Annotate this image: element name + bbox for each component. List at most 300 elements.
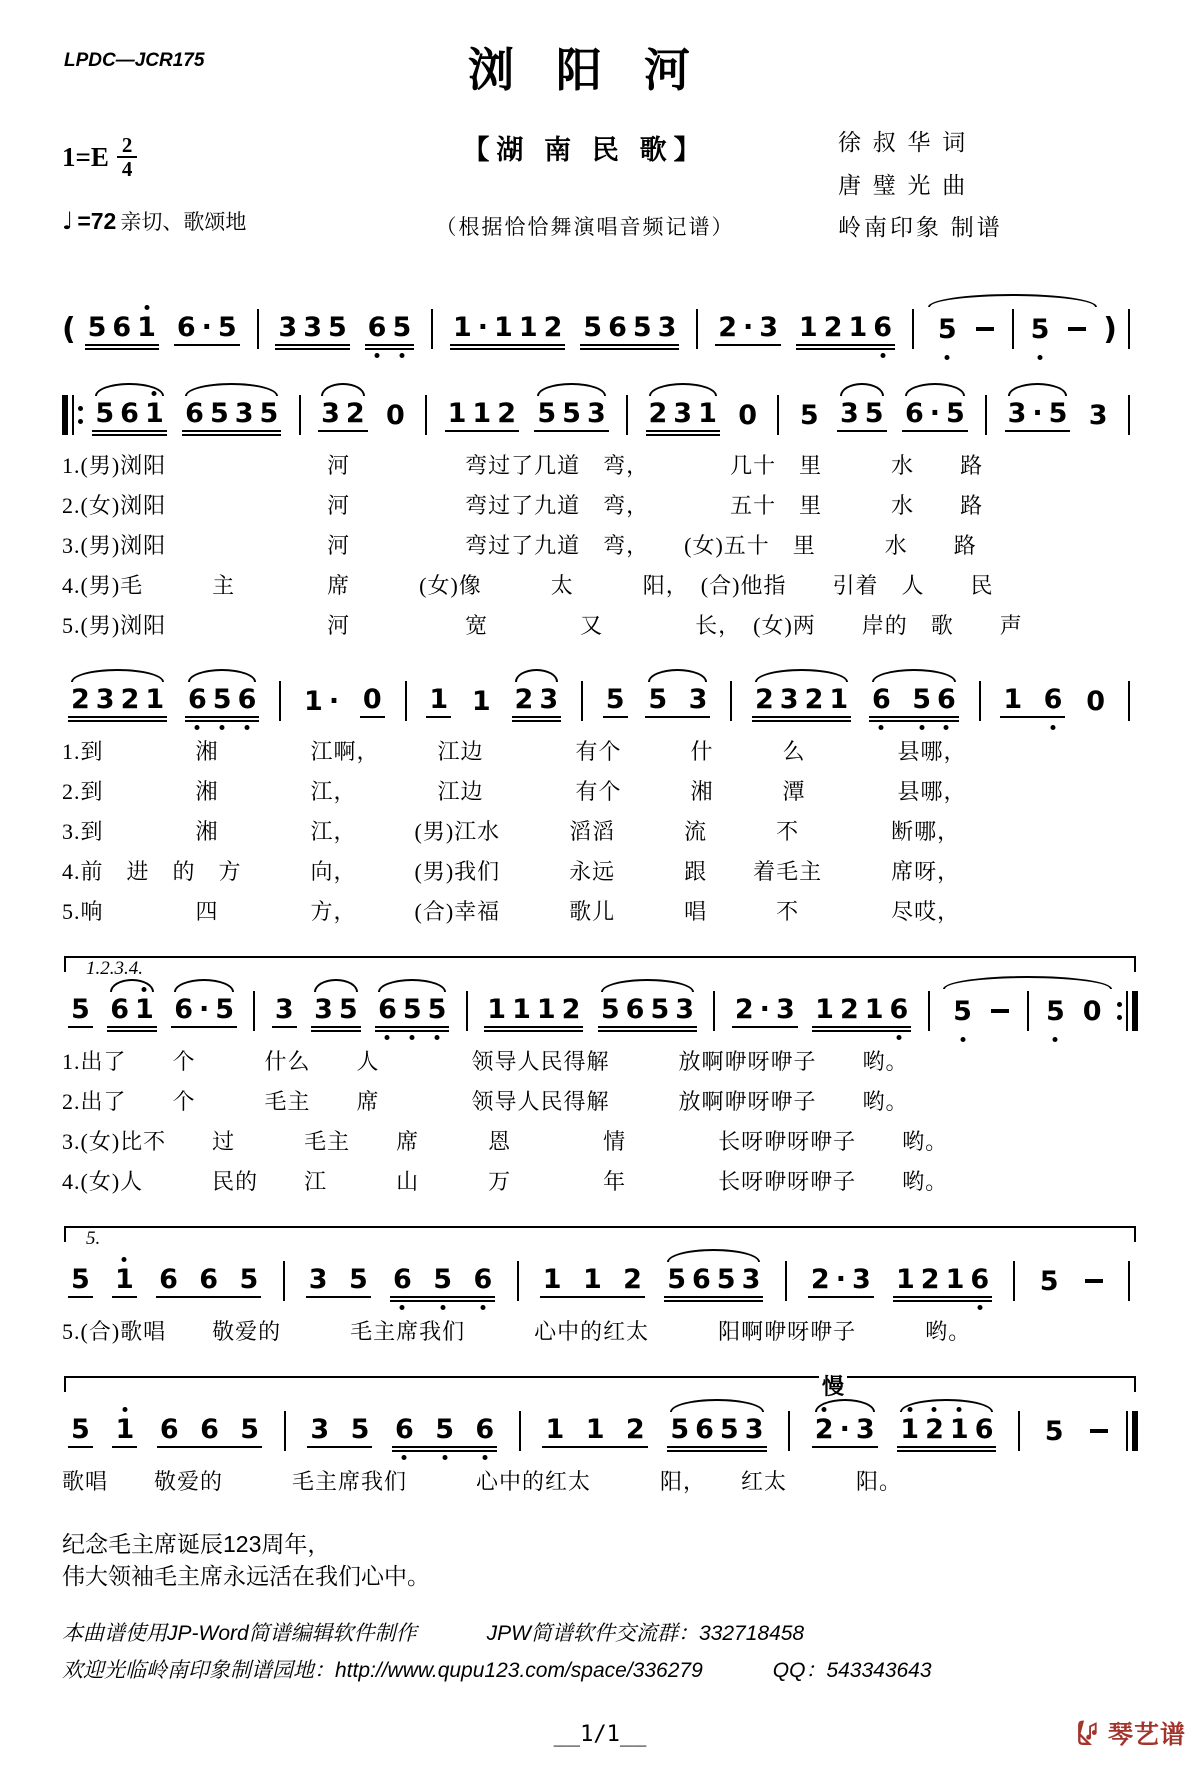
notation-line	[62, 298, 1138, 360]
note-group	[1043, 996, 1068, 1027]
note-group	[392, 1414, 497, 1448]
note-group	[311, 994, 361, 1028]
note: 2	[718, 312, 737, 343]
note: 1	[447, 398, 467, 429]
note: 5	[71, 1414, 90, 1445]
parenthesis: (	[62, 311, 76, 347]
volta-bracket	[64, 1374, 1136, 1399]
note: 5	[87, 312, 107, 343]
notation-line	[62, 384, 1138, 446]
barline	[425, 395, 427, 435]
subtitle-block	[332, 116, 838, 274]
note: 5	[430, 1264, 455, 1295]
note: 5	[1039, 1265, 1059, 1297]
software-notes	[62, 1616, 1138, 1690]
note: 2	[754, 684, 774, 715]
volta-bracket	[64, 956, 1136, 979]
note-group	[1080, 996, 1105, 1027]
note: 3	[314, 994, 333, 1025]
barline	[581, 681, 583, 721]
note: 5	[799, 399, 819, 431]
note: 6	[934, 684, 959, 715]
note	[457, 1414, 472, 1445]
note: 6	[112, 312, 132, 343]
note: 6	[365, 312, 390, 343]
barline	[1027, 991, 1029, 1031]
note-group	[174, 312, 240, 346]
note-group	[450, 312, 565, 346]
lyric-line: 2.出了 个 毛主 席 领导人民得解 放啊咿呀咿子 哟。	[62, 1089, 909, 1114]
note: 5	[605, 684, 625, 715]
qinyipu-logo-text: 琴艺谱	[1107, 1722, 1186, 1749]
note: 5	[670, 1414, 690, 1445]
note: 6	[110, 994, 129, 1025]
note: 6	[120, 398, 139, 429]
note: 6	[390, 1264, 415, 1295]
note-group	[365, 312, 415, 346]
note-group	[646, 398, 720, 432]
note: 0	[738, 399, 758, 431]
note: 1	[815, 994, 834, 1025]
note: 1	[512, 994, 531, 1025]
lyric-line: 2.(女)浏阳 河 弯过了九道 弯， 五十 里 水 路	[62, 493, 984, 518]
note	[182, 1414, 197, 1445]
note: 2	[345, 398, 365, 429]
note: 1	[864, 994, 884, 1025]
note: 5	[719, 1414, 739, 1445]
note	[415, 1264, 430, 1295]
note: ·	[328, 685, 340, 717]
note: 3	[744, 1414, 764, 1445]
barline	[1012, 309, 1014, 349]
note	[331, 1264, 346, 1295]
note-group	[182, 398, 281, 432]
note: 3	[321, 398, 340, 429]
note: 6	[200, 1414, 219, 1445]
volta-label: 5.	[82, 1228, 104, 1250]
note: 6	[159, 1264, 178, 1295]
note: 3	[1007, 398, 1027, 429]
note: 1	[585, 1414, 605, 1445]
note-group	[893, 1264, 992, 1298]
note: 5	[1028, 314, 1053, 345]
qinyipu-logo-icon	[1076, 1718, 1106, 1748]
repeat-dots	[78, 406, 83, 424]
note: 5	[537, 398, 557, 429]
note: 5	[71, 1264, 90, 1295]
note: 5	[389, 312, 414, 343]
note: 2	[120, 684, 140, 715]
note: 2	[561, 994, 581, 1025]
note: 5	[600, 994, 620, 1025]
note: 3	[688, 684, 708, 715]
barline	[696, 309, 698, 349]
note	[670, 684, 685, 715]
note: 6	[176, 312, 196, 343]
note: 3	[539, 684, 559, 715]
note: 3	[851, 1264, 871, 1295]
note: 2	[734, 994, 754, 1025]
note: 1	[698, 398, 717, 429]
barline	[1128, 1261, 1130, 1301]
note: 5	[950, 996, 975, 1027]
barline	[626, 395, 628, 435]
lyric-line: 5.(男)浏阳 河 宽 又 长， (女)两 岸的 歌 声	[62, 613, 1023, 638]
barline	[788, 1411, 790, 1451]
score-system-2	[62, 384, 1138, 646]
note: 5	[425, 994, 450, 1025]
note: ·	[835, 1264, 846, 1295]
note: 6	[974, 1414, 994, 1445]
note: 1	[798, 312, 818, 343]
note: 5	[935, 314, 960, 345]
software-note: 本曲谱使用JP-Word简谱编辑软件制作	[62, 1622, 417, 1646]
note-group	[580, 312, 679, 346]
note-group	[869, 684, 959, 718]
note: 5	[909, 684, 934, 715]
note: 5	[432, 1414, 457, 1445]
thick-bar	[1132, 1411, 1138, 1451]
note: 2	[71, 684, 90, 715]
note: 1	[829, 684, 849, 715]
note: 1	[897, 1414, 922, 1445]
note	[332, 1414, 347, 1445]
note: 5	[349, 1264, 368, 1295]
note: ·	[839, 1414, 850, 1445]
key-signature	[62, 134, 332, 180]
note: 3	[586, 398, 606, 429]
note: 6	[1041, 684, 1066, 715]
note: 2	[922, 1414, 947, 1445]
note: 1	[947, 1414, 972, 1445]
lyric-line: 3.(女)比不 过 毛主 席 恩 情 长呀咿呀咿子 哟。	[62, 1129, 949, 1154]
note: 6	[967, 1264, 992, 1295]
note: 3	[274, 994, 294, 1025]
note: 1	[145, 684, 165, 715]
lyric-line: 5.(合)歌唱 敬爱的 毛主席我们 心中的红太 阳啊咿呀咿子 哟。	[62, 1319, 972, 1344]
note: 3	[303, 312, 322, 343]
barline	[466, 991, 468, 1031]
note: ·	[201, 312, 212, 343]
note-group	[796, 312, 895, 346]
thin-bar	[72, 395, 74, 435]
software-note-row	[62, 1616, 1138, 1653]
repeat-dot	[1117, 1015, 1122, 1020]
note-group	[1037, 1266, 1062, 1297]
barline	[431, 309, 433, 349]
note: 5	[95, 398, 115, 429]
note: 3	[673, 398, 693, 429]
note: 5	[350, 1414, 370, 1445]
barline	[985, 395, 987, 435]
note: 6	[185, 684, 210, 715]
lyric-line: 4.(男)毛 主 席 (女)像 太 阳， (合)他指 引着 人 民	[62, 573, 994, 598]
thick-bar	[62, 395, 68, 435]
lyric-line: 歌唱 敬爱的 毛主席我们 心中的红太 阳， 红太 阳。	[62, 1469, 903, 1494]
time-denominator: 4	[121, 157, 133, 182]
note: 2	[514, 684, 534, 715]
note: 3	[675, 994, 695, 1025]
volta-bracket	[64, 1226, 1136, 1249]
barline	[279, 681, 281, 721]
note: ·	[1032, 398, 1043, 429]
page-number: __1/1__	[553, 1722, 647, 1747]
barline	[1128, 681, 1130, 721]
lyric-line: 4.前 进 的 方 向， (男)我们 永远 跟 着毛主 席呀，	[62, 859, 961, 884]
note: ·	[759, 994, 770, 1025]
notation-line	[62, 670, 1138, 732]
qq-group: JPW简谱软件交流群：332718458	[486, 1622, 805, 1646]
note: 2	[804, 684, 824, 715]
note-group	[667, 1414, 766, 1448]
note-group	[307, 1414, 372, 1448]
note	[222, 1414, 237, 1445]
note-group	[68, 1264, 93, 1298]
note: 6	[235, 684, 260, 715]
note: 6	[904, 398, 924, 429]
note: 1	[1003, 684, 1023, 715]
score-system-6	[62, 1376, 1138, 1502]
note: ·	[742, 312, 754, 343]
tempo-marking	[62, 206, 332, 236]
barline	[785, 1261, 787, 1301]
note: 3	[308, 1264, 328, 1295]
note: 3	[234, 398, 254, 429]
note: ·	[929, 398, 941, 429]
note: 0	[1082, 995, 1102, 1027]
site-link-text: 欢迎光临岭南印象制谱园地：http://www.qupu123.com/space/336279	[62, 1659, 703, 1683]
note: 1	[471, 685, 491, 717]
note: 3	[1088, 399, 1108, 431]
note-group	[484, 994, 583, 1028]
barline	[283, 1261, 285, 1301]
note-group	[732, 994, 798, 1028]
thin-bar	[1126, 991, 1128, 1031]
barline	[1018, 1411, 1020, 1451]
note: 6	[695, 1414, 714, 1445]
note-group	[812, 1414, 878, 1448]
note-group	[603, 684, 628, 718]
note: 1	[112, 1264, 137, 1295]
volta-label: 1.2.3.4.	[82, 958, 147, 980]
note	[605, 1264, 620, 1295]
repeat-dot	[1117, 1002, 1122, 1007]
note	[417, 1414, 432, 1445]
note: 6	[392, 1414, 417, 1445]
note-group	[157, 1414, 262, 1448]
note-group	[92, 398, 166, 432]
note: 6	[470, 1264, 495, 1295]
dash-note	[1085, 1279, 1103, 1283]
note	[607, 1414, 622, 1445]
credits-block	[838, 116, 1138, 274]
barline	[928, 991, 930, 1031]
note-group	[1042, 1416, 1067, 1447]
note: 2	[648, 398, 668, 429]
note-group	[375, 994, 449, 1028]
note-group	[68, 684, 167, 718]
notation-line	[62, 980, 1138, 1042]
note: 5	[259, 398, 279, 429]
barline	[257, 309, 259, 349]
note: 5	[632, 312, 652, 343]
note-group	[112, 1414, 137, 1448]
final-barline	[1126, 1411, 1138, 1451]
note-group	[1083, 686, 1108, 717]
dash-note	[991, 1009, 1009, 1013]
note: 5	[328, 312, 347, 343]
note: 1	[132, 994, 157, 1025]
note-group	[301, 686, 342, 717]
thin-bar	[1126, 1411, 1128, 1451]
note: 6	[692, 1264, 711, 1295]
score-system-5	[62, 1226, 1138, 1352]
note: 6	[869, 684, 894, 715]
note-group	[797, 400, 822, 431]
note: 1	[487, 994, 507, 1025]
note-group	[542, 1414, 647, 1448]
tempo-expression: 亲切、歌颂地	[120, 210, 247, 235]
barline	[912, 309, 914, 349]
note: 5	[400, 994, 425, 1025]
note: 3	[657, 312, 677, 343]
barline	[1128, 309, 1130, 349]
note: 3	[310, 1414, 330, 1445]
key-label: 1=E	[62, 141, 109, 172]
genre-subtitle: 【湖 南 民 歌】	[462, 135, 708, 165]
lyric-line: 4.(女)人 民的 江 山 万 年 长呀咿呀咿子 哟。	[62, 1169, 949, 1194]
note-group	[390, 1264, 495, 1298]
repeat-dot	[78, 419, 83, 424]
ritardando-mark: 慢	[819, 1370, 847, 1401]
note: 6	[199, 1264, 219, 1295]
note-group	[156, 1264, 261, 1298]
note-group	[107, 994, 157, 1028]
engraver-credit: 岭南印象 制谱	[838, 215, 1003, 241]
note: 1	[112, 1414, 137, 1445]
note-group	[383, 400, 408, 431]
catalog-number: LPDC—JCR175	[64, 50, 205, 71]
note: 2	[497, 398, 516, 429]
note: 1	[896, 1264, 915, 1295]
note: 5	[716, 1264, 736, 1295]
dedication	[62, 1528, 1138, 1592]
composer-credit: 唐 璧 光 曲	[838, 172, 969, 198]
dedication-line: 伟大领袖毛主席永远活在我们心中。	[62, 1563, 430, 1590]
note: 3	[779, 684, 799, 715]
note: 3	[839, 398, 859, 429]
header-meta	[62, 116, 1138, 274]
bottom-bar	[0, 1715, 1200, 1755]
note: 6	[185, 398, 204, 429]
note-group	[664, 1264, 763, 1298]
note: 1	[945, 1264, 965, 1295]
note-group	[1086, 400, 1111, 431]
note	[567, 1414, 582, 1445]
note: 6	[375, 994, 400, 1025]
note: 6	[625, 994, 645, 1025]
note: 5	[667, 1264, 686, 1295]
note: 3	[759, 312, 779, 343]
barline	[299, 395, 301, 435]
note: 1	[134, 312, 159, 343]
score-system-4	[62, 956, 1138, 1202]
note: 3	[95, 684, 115, 715]
note	[894, 684, 909, 715]
note: 5	[239, 1264, 259, 1295]
note-group	[469, 686, 494, 717]
note-group	[752, 684, 851, 718]
lyricist-credit: 徐 叔 华 词	[838, 130, 969, 155]
note-group	[902, 398, 968, 432]
score-system-1	[62, 298, 1138, 360]
lyric-line: 1.到 湘 江啊， 江边 有个 什 么 县哪，	[62, 739, 967, 764]
time-signature	[117, 134, 138, 180]
note: 1	[452, 312, 472, 343]
note: 1	[304, 685, 323, 717]
note: 2	[812, 1414, 837, 1445]
song-title: 浏阳河	[468, 45, 732, 96]
qinyipu-logo	[1076, 1715, 1186, 1751]
note: 2	[623, 1264, 642, 1295]
note: 5	[864, 398, 884, 429]
note: 6	[159, 1414, 179, 1445]
note-group	[534, 398, 608, 432]
note: 3	[278, 312, 298, 343]
note-group	[645, 684, 710, 718]
note: 0	[386, 399, 405, 431]
qq-contact: QQ：543343643	[772, 1659, 932, 1683]
note: 1	[545, 1414, 565, 1445]
note: 1	[582, 1264, 602, 1295]
thick-bar	[1132, 991, 1138, 1031]
note: 5	[210, 684, 235, 715]
note-group	[808, 1264, 874, 1298]
barline	[517, 1261, 519, 1301]
note: 5	[1048, 398, 1068, 429]
lyric-line: 1.出了 个 什么 人 领导人民得解 放啊咿呀咿子 哟。	[62, 1049, 909, 1074]
note: 6	[608, 312, 627, 343]
key-tempo-block	[62, 116, 332, 274]
note-group	[275, 312, 349, 346]
note-group	[812, 994, 911, 1028]
note-group	[540, 1264, 645, 1298]
note: 1	[142, 398, 167, 429]
note-group	[897, 1414, 996, 1448]
dash-note	[1090, 1429, 1108, 1433]
score	[62, 298, 1138, 1502]
note-group	[426, 684, 451, 718]
tie-group	[925, 309, 1101, 349]
note: ·	[477, 312, 489, 343]
note: 5	[1043, 996, 1068, 1027]
dash-note	[976, 327, 994, 331]
barline	[253, 991, 255, 1031]
note-group	[735, 400, 760, 431]
note: 2	[823, 312, 843, 343]
note	[565, 1264, 580, 1295]
note: 5	[583, 312, 603, 343]
note-group	[837, 398, 887, 432]
score-system-3	[62, 670, 1138, 932]
dedication-line: 纪念毛主席诞辰123周年，	[62, 1531, 331, 1557]
note-group	[306, 1264, 371, 1298]
lyric-line: 5.响 四 方， (合)幸福 歌儿 唱 不 尽哎，	[62, 899, 961, 924]
barline	[405, 681, 407, 721]
barline	[1013, 1261, 1015, 1301]
site-note-row	[62, 1653, 1138, 1690]
notation-line	[62, 1400, 1138, 1462]
